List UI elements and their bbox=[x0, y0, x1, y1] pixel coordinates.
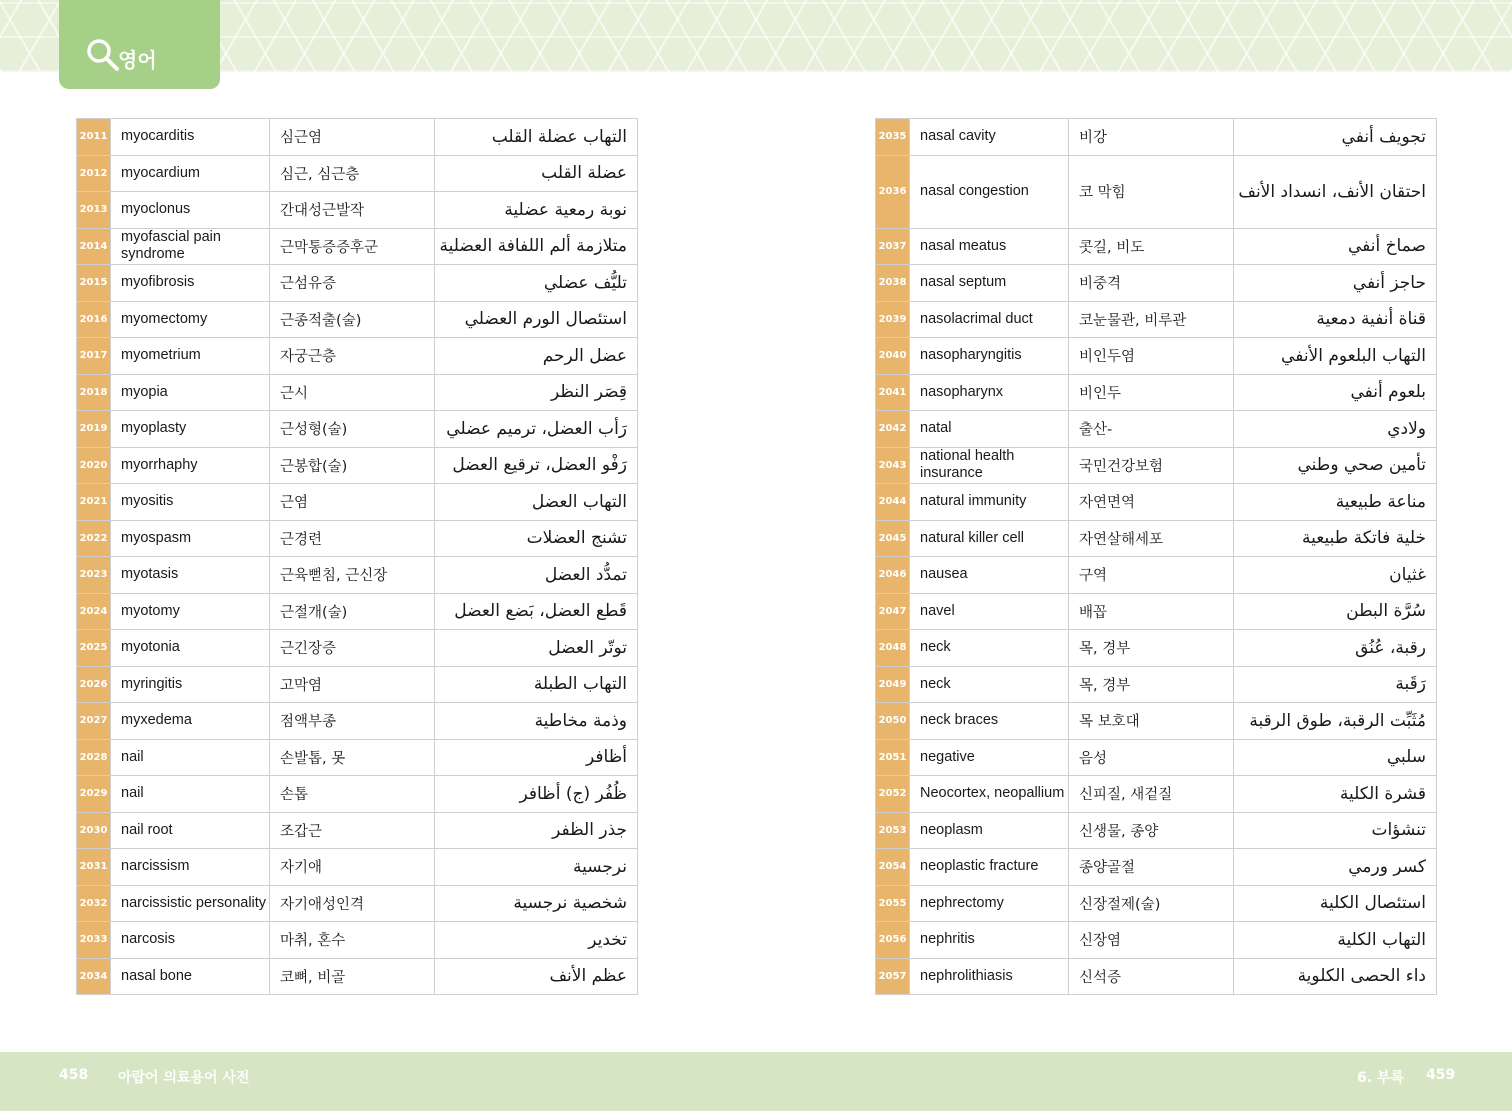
arabic-term: متلازمة ألم اللفافة العضلية bbox=[435, 228, 638, 265]
korean-term: 자연살해세포 bbox=[1069, 520, 1234, 557]
table-row bbox=[876, 374, 1437, 411]
korean-term: 콧길, 비도 bbox=[1069, 228, 1234, 265]
entry-number: 2042 bbox=[876, 411, 910, 448]
table-row bbox=[77, 374, 638, 411]
korean-term: 음성 bbox=[1069, 739, 1234, 776]
korean-term: 심근, 심근층 bbox=[270, 155, 435, 192]
table-row bbox=[77, 484, 638, 521]
entry-number: 2053 bbox=[876, 812, 910, 849]
english-term: Neocortex, neopallium bbox=[910, 776, 1069, 813]
arabic-term: قَطع العضل، بَضع العضل bbox=[435, 593, 638, 630]
section-tab-label: 영어 bbox=[118, 48, 157, 72]
english-term: neck bbox=[910, 630, 1069, 667]
korean-term: 근시 bbox=[270, 374, 435, 411]
korean-term: 출산- bbox=[1069, 411, 1234, 448]
korean-term: 코눈물관, 비루관 bbox=[1069, 301, 1234, 338]
english-term: negative bbox=[910, 739, 1069, 776]
entry-number: 2012 bbox=[77, 155, 111, 192]
entry-number: 2037 bbox=[876, 228, 910, 265]
korean-term: 구역 bbox=[1069, 557, 1234, 594]
english-term: neck braces bbox=[910, 703, 1069, 740]
table-row bbox=[77, 192, 638, 229]
table-row bbox=[77, 703, 638, 740]
table-row bbox=[876, 885, 1437, 922]
english-term: neoplastic fracture bbox=[910, 849, 1069, 886]
entry-number: 2047 bbox=[876, 593, 910, 630]
arabic-term: جذر الظفر bbox=[435, 812, 638, 849]
korean-term: 비강 bbox=[1069, 119, 1234, 156]
entry-number: 2054 bbox=[876, 849, 910, 886]
korean-term: 자기애 bbox=[270, 849, 435, 886]
entry-number: 2015 bbox=[77, 265, 111, 302]
korean-term: 코 막힘 bbox=[1069, 155, 1234, 228]
korean-term: 신생물, 종양 bbox=[1069, 812, 1234, 849]
arabic-term: نوبة رمعية عضلية bbox=[435, 192, 638, 229]
english-term: myotomy bbox=[111, 593, 270, 630]
arabic-term: عضل الرحم bbox=[435, 338, 638, 375]
arabic-term: استئصال الكلية bbox=[1234, 885, 1437, 922]
table-row bbox=[77, 630, 638, 667]
english-term: nasal cavity bbox=[910, 119, 1069, 156]
arabic-term: تليُّف عضلي bbox=[435, 265, 638, 302]
korean-term: 간대성근발작 bbox=[270, 192, 435, 229]
table-row bbox=[876, 812, 1437, 849]
header-pattern bbox=[0, 0, 1512, 72]
korean-term: 마취, 혼수 bbox=[270, 922, 435, 959]
entry-number: 2019 bbox=[77, 411, 111, 448]
korean-term: 목, 경부 bbox=[1069, 630, 1234, 667]
english-term: narcissism bbox=[111, 849, 270, 886]
korean-term: 근경련 bbox=[270, 520, 435, 557]
english-term: nail bbox=[111, 776, 270, 813]
english-term: myopia bbox=[111, 374, 270, 411]
arabic-term: قِصَر النظر bbox=[435, 374, 638, 411]
english-term: natural killer cell bbox=[910, 520, 1069, 557]
arabic-term: رَفْو العضل، ترقيع العضل bbox=[435, 447, 638, 484]
english-term: myorrhaphy bbox=[111, 447, 270, 484]
arabic-term: استئصال الورم العضلي bbox=[435, 301, 638, 338]
left-term-table bbox=[76, 118, 638, 995]
table-row bbox=[77, 958, 638, 995]
arabic-term: وذمة مخاطية bbox=[435, 703, 638, 740]
korean-term: 조갑근 bbox=[270, 812, 435, 849]
arabic-term: بلعوم أنفي bbox=[1234, 374, 1437, 411]
english-term: myospasm bbox=[111, 520, 270, 557]
english-term: myofibrosis bbox=[111, 265, 270, 302]
entry-number: 2056 bbox=[876, 922, 910, 959]
arabic-term: شخصية نرجسية bbox=[435, 885, 638, 922]
english-term: neoplasm bbox=[910, 812, 1069, 849]
right-page-number: 459 bbox=[1426, 1067, 1456, 1083]
right-term-table bbox=[875, 118, 1437, 995]
entry-number: 2030 bbox=[77, 812, 111, 849]
table-row bbox=[77, 301, 638, 338]
arabic-term: التهاب الكلية bbox=[1234, 922, 1437, 959]
english-term: neck bbox=[910, 666, 1069, 703]
arabic-term: سلبي bbox=[1234, 739, 1437, 776]
arabic-term: قشرة الكلية bbox=[1234, 776, 1437, 813]
english-term: myringitis bbox=[111, 666, 270, 703]
table-row bbox=[876, 849, 1437, 886]
table-row bbox=[77, 812, 638, 849]
korean-term: 고막염 bbox=[270, 666, 435, 703]
arabic-term: رَأب العضل، ترميم عضلي bbox=[435, 411, 638, 448]
arabic-term: رَقَبة bbox=[1234, 666, 1437, 703]
table-row bbox=[876, 958, 1437, 995]
korean-term: 근절개(술) bbox=[270, 593, 435, 630]
arabic-term: تأمين صحي وطني bbox=[1234, 447, 1437, 484]
entry-number: 2016 bbox=[77, 301, 111, 338]
english-term: nasopharyngitis bbox=[910, 338, 1069, 375]
korean-term: 자궁근층 bbox=[270, 338, 435, 375]
entry-number: 2035 bbox=[876, 119, 910, 156]
entry-number: 2025 bbox=[77, 630, 111, 667]
table-row bbox=[876, 520, 1437, 557]
table-row bbox=[77, 155, 638, 192]
arabic-term: تخدير bbox=[435, 922, 638, 959]
table-row bbox=[77, 922, 638, 959]
table-row bbox=[876, 338, 1437, 375]
table-row bbox=[77, 520, 638, 557]
table-row bbox=[876, 265, 1437, 302]
table-row bbox=[876, 776, 1437, 813]
table-row bbox=[77, 776, 638, 813]
entry-number: 2048 bbox=[876, 630, 910, 667]
entry-number: 2033 bbox=[77, 922, 111, 959]
entry-number: 2041 bbox=[876, 374, 910, 411]
arabic-term: مُثَبِّت الرقبة، طوق الرقبة bbox=[1234, 703, 1437, 740]
arabic-term: تجويف أنفي bbox=[1234, 119, 1437, 156]
korean-term: 심근염 bbox=[270, 119, 435, 156]
entry-number: 2029 bbox=[77, 776, 111, 813]
table-row bbox=[77, 447, 638, 484]
arabic-term: ظُفُر (ج) أظافر bbox=[435, 776, 638, 813]
arabic-term: خلية فاتكة طبيعية bbox=[1234, 520, 1437, 557]
entry-number: 2026 bbox=[77, 666, 111, 703]
entry-number: 2038 bbox=[876, 265, 910, 302]
english-term: nasal congestion bbox=[910, 155, 1069, 228]
english-term: nasal meatus bbox=[910, 228, 1069, 265]
arabic-term: داء الحصى الكلوية bbox=[1234, 958, 1437, 995]
entry-number: 2055 bbox=[876, 885, 910, 922]
korean-term: 근섬유증 bbox=[270, 265, 435, 302]
entry-number: 2017 bbox=[77, 338, 111, 375]
arabic-term: تمدُّد العضل bbox=[435, 557, 638, 594]
entry-number: 2039 bbox=[876, 301, 910, 338]
english-term: myofascial pain syndrome bbox=[111, 228, 270, 265]
entry-number: 2024 bbox=[77, 593, 111, 630]
korean-term: 자기애성인격 bbox=[270, 885, 435, 922]
english-term: myometrium bbox=[111, 338, 270, 375]
arabic-term: نرجسية bbox=[435, 849, 638, 886]
arabic-term: عظم الأنف bbox=[435, 958, 638, 995]
table-row bbox=[876, 593, 1437, 630]
korean-term: 목 보호대 bbox=[1069, 703, 1234, 740]
english-term: myoclonus bbox=[111, 192, 270, 229]
book-title: 아랍어 의료용어 사전 bbox=[118, 1070, 250, 1086]
entry-number: 2028 bbox=[77, 739, 111, 776]
arabic-term: التهاب الطبلة bbox=[435, 666, 638, 703]
table-row bbox=[77, 338, 638, 375]
entry-number: 2034 bbox=[77, 958, 111, 995]
english-term: navel bbox=[910, 593, 1069, 630]
english-term: nephritis bbox=[910, 922, 1069, 959]
table-row bbox=[876, 484, 1437, 521]
entry-number: 2046 bbox=[876, 557, 910, 594]
english-term: myxedema bbox=[111, 703, 270, 740]
english-term: myoplasty bbox=[111, 411, 270, 448]
entry-number: 2020 bbox=[77, 447, 111, 484]
entry-number: 2052 bbox=[876, 776, 910, 813]
table-row bbox=[876, 228, 1437, 265]
entry-number: 2051 bbox=[876, 739, 910, 776]
arabic-term: غثيان bbox=[1234, 557, 1437, 594]
arabic-term: قناة أنفية دمعية bbox=[1234, 301, 1437, 338]
left-page-number: 458 bbox=[59, 1067, 89, 1083]
table-row bbox=[77, 119, 638, 156]
entry-number: 2057 bbox=[876, 958, 910, 995]
korean-term: 비인두 bbox=[1069, 374, 1234, 411]
table-row bbox=[77, 557, 638, 594]
footer bbox=[0, 1052, 1512, 1111]
korean-term: 국민건강보험 bbox=[1069, 447, 1234, 484]
entry-number: 2013 bbox=[77, 192, 111, 229]
entry-number: 2036 bbox=[876, 155, 910, 228]
search-icon bbox=[85, 37, 121, 73]
english-term: myocardium bbox=[111, 155, 270, 192]
entry-number: 2050 bbox=[876, 703, 910, 740]
table-row bbox=[77, 228, 638, 265]
entry-number: 2049 bbox=[876, 666, 910, 703]
table-row bbox=[876, 301, 1437, 338]
table-row bbox=[77, 666, 638, 703]
entry-number: 2027 bbox=[77, 703, 111, 740]
korean-term: 코뼈, 비골 bbox=[270, 958, 435, 995]
english-term: nasal septum bbox=[910, 265, 1069, 302]
english-term: nausea bbox=[910, 557, 1069, 594]
english-term: nail root bbox=[111, 812, 270, 849]
arabic-term: عضلة القلب bbox=[435, 155, 638, 192]
arabic-term: كسر ورمي bbox=[1234, 849, 1437, 886]
english-term: national health insurance bbox=[910, 447, 1069, 484]
table-row bbox=[876, 739, 1437, 776]
section-name: 6. 부록 bbox=[1357, 1070, 1404, 1086]
english-term: myositis bbox=[111, 484, 270, 521]
korean-term: 목, 경부 bbox=[1069, 666, 1234, 703]
table-row bbox=[77, 411, 638, 448]
table-row bbox=[876, 666, 1437, 703]
arabic-term: حاجز أنفي bbox=[1234, 265, 1437, 302]
table-row bbox=[876, 155, 1437, 228]
arabic-term: صماخ أنفي bbox=[1234, 228, 1437, 265]
korean-term: 근막통증증후군 bbox=[270, 228, 435, 265]
korean-term: 근종적출(술) bbox=[270, 301, 435, 338]
arabic-term: ولادي bbox=[1234, 411, 1437, 448]
korean-term: 손톱 bbox=[270, 776, 435, 813]
korean-term: 점액부종 bbox=[270, 703, 435, 740]
arabic-term: التهاب البلعوم الأنفي bbox=[1234, 338, 1437, 375]
english-term: narcissistic personality bbox=[111, 885, 270, 922]
arabic-term: التهاب العضل bbox=[435, 484, 638, 521]
entry-number: 2043 bbox=[876, 447, 910, 484]
english-term: myotasis bbox=[111, 557, 270, 594]
korean-term: 신장절제(술) bbox=[1069, 885, 1234, 922]
english-term: myocarditis bbox=[111, 119, 270, 156]
table-row bbox=[77, 885, 638, 922]
english-term: nasal bone bbox=[111, 958, 270, 995]
korean-term: 자연면역 bbox=[1069, 484, 1234, 521]
table-row bbox=[876, 557, 1437, 594]
table-row bbox=[77, 739, 638, 776]
arabic-term: تشنج العضلات bbox=[435, 520, 638, 557]
english-term: natural immunity bbox=[910, 484, 1069, 521]
table-row bbox=[876, 447, 1437, 484]
korean-term: 신장염 bbox=[1069, 922, 1234, 959]
arabic-term: توتّر العضل bbox=[435, 630, 638, 667]
table-row bbox=[77, 265, 638, 302]
english-term: myomectomy bbox=[111, 301, 270, 338]
arabic-term: احتقان الأنف، انسداد الأنف bbox=[1234, 155, 1437, 228]
table-row bbox=[876, 922, 1437, 959]
entry-number: 2031 bbox=[77, 849, 111, 886]
entry-number: 2022 bbox=[77, 520, 111, 557]
table-row bbox=[77, 849, 638, 886]
table-row bbox=[876, 703, 1437, 740]
korean-term: 근육뻗침, 근신장 bbox=[270, 557, 435, 594]
entry-number: 2032 bbox=[77, 885, 111, 922]
english-term: nephrolithiasis bbox=[910, 958, 1069, 995]
english-term: nail bbox=[111, 739, 270, 776]
english-term: natal bbox=[910, 411, 1069, 448]
english-term: nephrectomy bbox=[910, 885, 1069, 922]
entry-number: 2044 bbox=[876, 484, 910, 521]
arabic-term: مناعة طبيعية bbox=[1234, 484, 1437, 521]
korean-term: 종양골절 bbox=[1069, 849, 1234, 886]
entry-number: 2021 bbox=[77, 484, 111, 521]
table-row bbox=[77, 593, 638, 630]
korean-term: 근긴장증 bbox=[270, 630, 435, 667]
korean-term: 비중격 bbox=[1069, 265, 1234, 302]
entry-number: 2014 bbox=[77, 228, 111, 265]
table-row bbox=[876, 630, 1437, 667]
entry-number: 2023 bbox=[77, 557, 111, 594]
english-term: myotonia bbox=[111, 630, 270, 667]
table-row bbox=[876, 119, 1437, 156]
english-term: nasopharynx bbox=[910, 374, 1069, 411]
korean-term: 손발톱, 못 bbox=[270, 739, 435, 776]
entry-number: 2045 bbox=[876, 520, 910, 557]
entry-number: 2040 bbox=[876, 338, 910, 375]
korean-term: 신피질, 새겉질 bbox=[1069, 776, 1234, 813]
korean-term: 신석증 bbox=[1069, 958, 1234, 995]
english-term: narcosis bbox=[111, 922, 270, 959]
arabic-term: سُرَّة البطن bbox=[1234, 593, 1437, 630]
entry-number: 2011 bbox=[77, 119, 111, 156]
arabic-term: التهاب عضلة القلب bbox=[435, 119, 638, 156]
entry-number: 2018 bbox=[77, 374, 111, 411]
korean-term: 근염 bbox=[270, 484, 435, 521]
arabic-term: تنشؤات bbox=[1234, 812, 1437, 849]
korean-term: 근봉합(술) bbox=[270, 447, 435, 484]
arabic-term: أظافر bbox=[435, 739, 638, 776]
table-row bbox=[876, 411, 1437, 448]
english-term: nasolacrimal duct bbox=[910, 301, 1069, 338]
korean-term: 비인두염 bbox=[1069, 338, 1234, 375]
korean-term: 근성형(술) bbox=[270, 411, 435, 448]
korean-term: 배꼽 bbox=[1069, 593, 1234, 630]
arabic-term: رقبة، عُنُق bbox=[1234, 630, 1437, 667]
